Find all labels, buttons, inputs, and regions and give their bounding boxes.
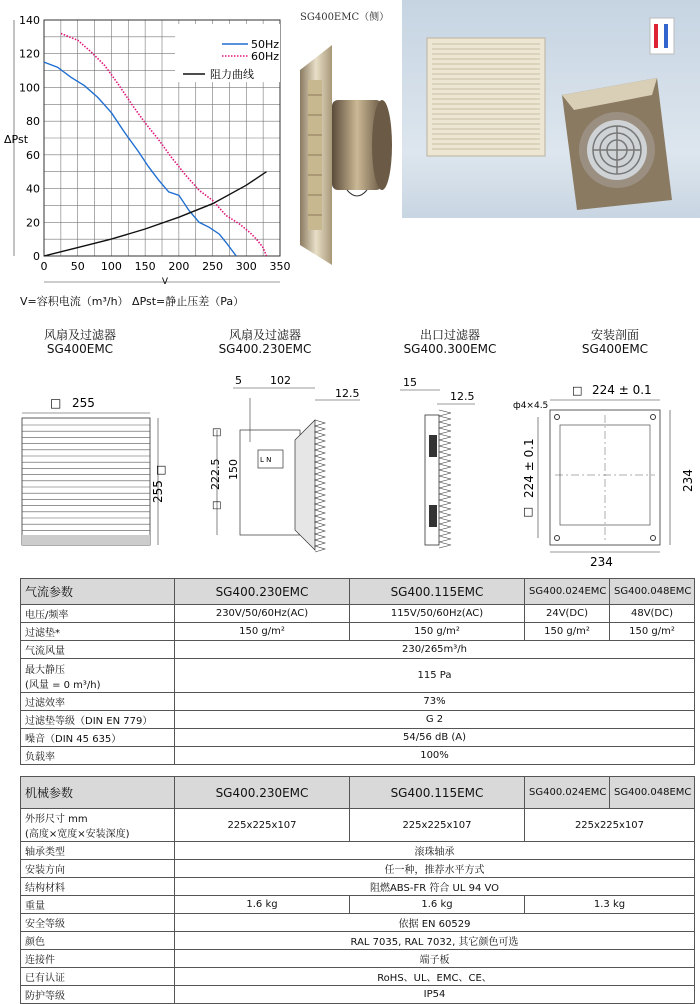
mechanical-table (20, 776, 695, 1004)
svg-text:12.5: 12.5 (335, 387, 360, 400)
row-label: 过滤垫等级（DIN EN 779） (21, 711, 175, 729)
x-tick-label: 150 (134, 260, 156, 273)
drawing-title-1: 风扇及过滤器 SG400EMC (43, 328, 116, 357)
table-cell: 100% (175, 747, 695, 765)
row-label: 已有认证 (21, 968, 175, 986)
table-cell: G 2 (175, 711, 695, 729)
svg-text:□: □ (50, 396, 62, 410)
table-cell: 150 g/m² (175, 623, 350, 641)
row-label: 颜色 (21, 932, 175, 950)
airflow-header-col: SG400.115EMC (350, 579, 525, 605)
table-cell: 150 g/m² (350, 623, 525, 641)
drawing-front-view (10, 385, 180, 550)
x-axis-label: V (161, 277, 169, 287)
table-cell: 115V/50/60Hz(AC) (350, 605, 525, 623)
airflow-table (20, 578, 695, 765)
svg-text:102: 102 (270, 374, 291, 387)
table-cell: 150 g/m² (610, 623, 695, 641)
y-tick-label: 140 (19, 14, 40, 27)
table-cell: 150 g/m² (525, 623, 610, 641)
mech-header-col: SG400.024EMC (525, 777, 610, 809)
svg-text:234: 234 (590, 555, 613, 569)
svg-text:□: □ (572, 384, 583, 397)
x-tick-label: 0 (40, 260, 48, 273)
y-tick-label: 60 (26, 148, 40, 162)
table-row (21, 986, 695, 1004)
table-row (21, 747, 695, 765)
table-cell: 任一种，推荐水平方式 (175, 860, 695, 878)
airflow-header-label: 气流参数 (21, 579, 175, 605)
svg-text:15: 15 (403, 376, 417, 389)
table-row (21, 729, 695, 747)
table-cell: 54/56 dB (A) (175, 729, 695, 747)
x-tick-label: 300 (235, 260, 257, 273)
x-tick-label: 250 (202, 260, 224, 273)
svg-text:224 ± 0.1: 224 ± 0.1 (592, 383, 652, 397)
mech-header-row (21, 777, 695, 809)
row-label: 重量 (21, 896, 175, 914)
row-label: 安全等级 (21, 914, 175, 932)
series-line (44, 172, 267, 256)
svg-text:□: □ (156, 463, 167, 476)
table-cell: RoHS、UL、EMC、CE、 (175, 968, 695, 986)
row-label: 轴承类型 (21, 842, 175, 860)
fan-side-photo (292, 40, 400, 265)
drawing-side-view (205, 370, 365, 560)
table-cell: 1.6 kg (350, 896, 525, 914)
row-label: 外形尺寸 mm (高度×宽度×安装深度) (21, 809, 175, 842)
drawing-title-2: 风扇及过滤器 SG400.230EMC (218, 328, 312, 357)
x-tick-label: 350 (269, 260, 291, 273)
table-row (21, 693, 695, 711)
y-tick-label: 80 (26, 115, 40, 129)
table-cell: 依据 EN 60529 (175, 914, 695, 932)
svg-text:150: 150 (227, 459, 240, 480)
table-cell: 1.3 kg (525, 896, 695, 914)
airflow-header-col: SG400.024EMC (525, 579, 610, 605)
table-row (21, 878, 695, 896)
mech-header-label: 机械参数 (21, 777, 175, 809)
svg-text:234: 234 (681, 469, 695, 492)
row-label: 安装方向 (21, 860, 175, 878)
table-cell: 225x225x107 (525, 809, 695, 842)
table-row (21, 809, 695, 842)
row-label: 防护等级 (21, 986, 175, 1004)
table-row (21, 950, 695, 968)
table-cell: 230/265m³/h (175, 641, 695, 659)
drawing-title-3: 出口过滤器 SG400.300EMC (403, 328, 497, 357)
airflow-header-col: SG400.230EMC (175, 579, 350, 605)
mech-header-col: SG400.230EMC (175, 777, 350, 809)
svg-text:□: □ (212, 500, 222, 511)
table-row (21, 896, 695, 914)
table-cell: 48V(DC) (610, 605, 695, 623)
y-tick-label: 20 (26, 216, 40, 230)
table-row (21, 623, 695, 641)
y-tick-label: 120 (19, 47, 40, 61)
table-row (21, 659, 695, 693)
svg-text:12.5: 12.5 (450, 390, 475, 403)
x-tick-label: 200 (168, 260, 190, 273)
svg-text:222.5: 222.5 (209, 458, 222, 490)
row-label: 过滤效率 (21, 693, 175, 711)
table-row (21, 641, 695, 659)
table-cell: 阻燃ABS-FR 符合 UL 94 VO (175, 878, 695, 896)
row-label: 结构材料 (21, 878, 175, 896)
table-row (21, 968, 695, 986)
airflow-header-col: SG400.048EMC (610, 579, 695, 605)
performance-chart (0, 0, 300, 310)
grille-teeth (315, 420, 325, 552)
table-cell: 225x225x107 (350, 809, 525, 842)
drawing-cutout (510, 380, 700, 570)
grille-teeth (439, 410, 451, 548)
row-label: 气流风量 (21, 641, 175, 659)
table-row (21, 605, 695, 623)
table-cell: 230V/50/60Hz(AC) (175, 605, 350, 623)
table-row (21, 932, 695, 950)
airflow-header-row (21, 579, 695, 605)
fan-perspective-photo (402, 0, 700, 218)
x-tick-label: 50 (70, 260, 85, 273)
table-cell: RAL 7035, RAL 7032, 其它颜色可选 (175, 932, 695, 950)
table-row (21, 842, 695, 860)
y-tick-label: 100 (19, 81, 40, 95)
drawing-outlet-filter (395, 370, 485, 560)
row-label: 连接件 (21, 950, 175, 968)
row-label: 电压/频率 (21, 605, 175, 623)
mech-header-col: SG400.115EMC (350, 777, 525, 809)
row-label: 噪音（DIN 45 635） (21, 729, 175, 747)
row-label: 最大静压 (风量 = 0 m³/h) (21, 659, 175, 693)
table-cell: 73% (175, 693, 695, 711)
series-line (44, 62, 236, 256)
chart-legend (175, 24, 280, 82)
chart-caption: V=容积电流（m³/h） ΔPst=静止压差（Pa） (20, 295, 245, 308)
legend-label: 60Hz (251, 50, 280, 63)
table-cell: 225x225x107 (175, 809, 350, 842)
table-row (21, 914, 695, 932)
svg-text:5: 5 (235, 374, 242, 387)
x-tick-label: 100 (100, 260, 122, 273)
svg-text:L N: L N (260, 456, 272, 464)
table-row (21, 860, 695, 878)
photo-label: SG400EMC（侧） (300, 12, 390, 23)
legend-label: 阻力曲线 (210, 68, 254, 81)
svg-text:255: 255 (151, 480, 165, 503)
row-label: 负载率 (21, 747, 175, 765)
y-axis-label: ΔPst (4, 133, 29, 146)
svg-text:224 ± 0.1: 224 ± 0.1 (522, 438, 536, 498)
table-cell: 1.6 kg (175, 896, 350, 914)
table-cell: 115 Pa (175, 659, 695, 693)
svg-text:255: 255 (72, 396, 95, 410)
drawing-title-4: 安装剖面 SG400EMC (581, 328, 649, 357)
svg-text:□: □ (212, 427, 222, 438)
table-cell: 24V(DC) (525, 605, 610, 623)
y-tick-label: 40 (26, 182, 40, 196)
row-label: 过滤垫* (21, 623, 175, 641)
svg-text:ф4×4.5: ф4×4.5 (513, 401, 549, 411)
table-cell: 端子板 (175, 950, 695, 968)
table-row (21, 711, 695, 729)
table-cell: IP54 (175, 986, 695, 1004)
mech-header-col: SG400.048EMC (610, 777, 695, 809)
svg-text:□: □ (523, 505, 534, 518)
y-tick-label: 0 (33, 250, 40, 263)
legend-label: 50Hz (251, 38, 280, 51)
table-cell: 滚珠轴承 (175, 842, 695, 860)
